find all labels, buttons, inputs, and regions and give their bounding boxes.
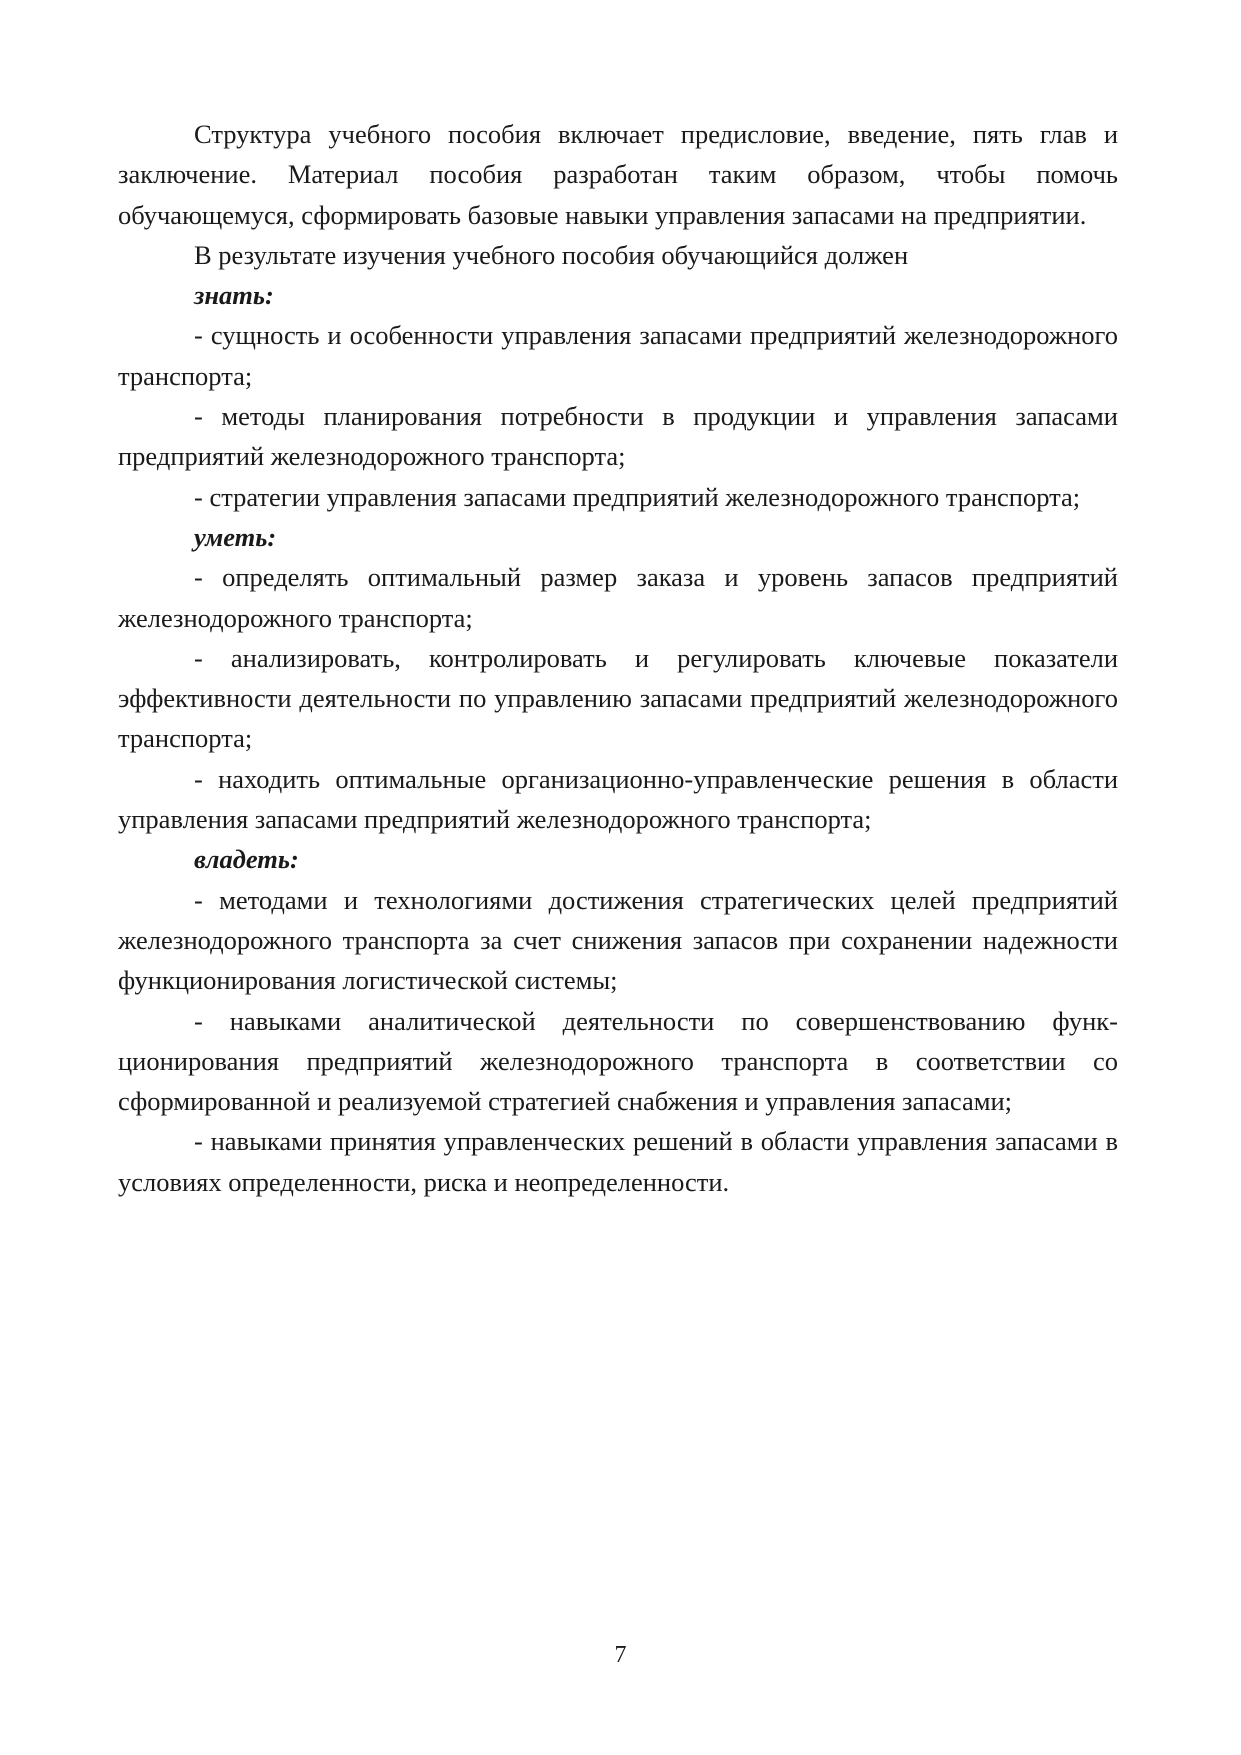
page-number: 7 [614, 1642, 627, 1668]
master-item: - навыками аналитической деятельности по совершенствованию функционирования предприятий железнодорожного транспорта в соответствии со сформированной и реализуемой стратегией снабжения и управления запасами; [118, 1005, 1118, 1117]
master-heading: владеть: [194, 844, 299, 875]
able-item: - определять оптимальный размер заказа и уровень запасов предприятий железнодорожного транспорта; [118, 562, 1118, 633]
master-item: - методами и технологиями достижения стратегических целей предприятий железнодорожного транспорта за счет снижения запасов при сохранении надежности функционирования логистической системы; [118, 884, 1118, 996]
know-heading: знать: [194, 280, 274, 311]
page-body [118, 114, 1118, 1202]
master-item: - навыками принятия управленческих решений в области управления запасами в условиях определенности, риска и неопределенности. [118, 1126, 1118, 1197]
know-item: - сущность и особенности управления запасами предприятий железнодорожного транспорта; [118, 320, 1118, 391]
able-item: - находить оптимальные организационно-управленческие решения в области управления запасами предприятий железнодорожного транспорта; [118, 763, 1118, 835]
able-heading: уметь: [194, 521, 277, 552]
know-item: - методы планирования потребности в продукции и управления запасами предприятий железнодорожного транспорта; [118, 401, 1118, 472]
intro-lead-paragraph: В результате изучения учебного пособия обучающийся должен [194, 239, 909, 270]
able-item: - анализировать, контролировать и регулировать ключевые показатели эффективности деятельности по управлению запасами предприятий железнодорожного транспорта; [118, 642, 1118, 754]
know-item: - стратегии управления запасами предприятий железнодорожного транспорта; [194, 481, 1081, 512]
intro-structure-paragraph: Структура учебного пособия включает предисловие, введение, пять глав и заключение. Материал пособия разработан таким образом, чтобы помочь обучающемуся, сформировать базовые навыки управления запасами на предприятии. [118, 119, 1118, 230]
